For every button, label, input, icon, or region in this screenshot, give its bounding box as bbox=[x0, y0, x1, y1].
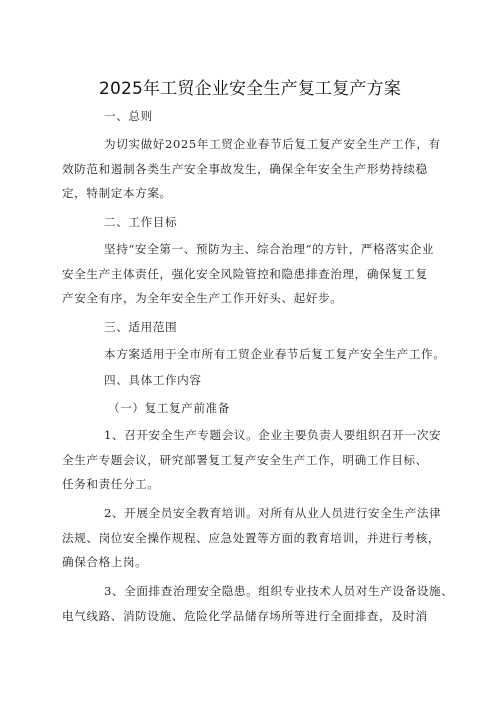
paragraph-line: 法规、岗位安全操作规程、应急处置等方面的教育培训，并进行考核， bbox=[62, 531, 441, 545]
paragraph-line: 定，特制定本方案。 bbox=[62, 186, 172, 200]
paragraph-line: 电气线路、消防设施、危险化学品储存场所等进行全面排查，及时消 bbox=[62, 609, 428, 623]
paragraph-line: 效防范和遏制各类生产安全事故发生，确保全年安全生产形势持续稳 bbox=[62, 162, 428, 176]
paragraph-line: 2、开展全员安全教育培训。对所有从业人员进行安全生产法律 bbox=[104, 506, 442, 520]
paragraph-line: 产安全有序，为全年安全生产工作开好头、起好步。 bbox=[62, 291, 343, 305]
document-title: 2025年工贸企业安全生产复工复产方案 bbox=[98, 79, 402, 99]
paragraph-line: 安全生产主体责任，强化安全风险管控和隐患排查治理，确保复工复 bbox=[62, 267, 428, 281]
subsection-heading: （一）复工复产前准备 bbox=[108, 401, 230, 415]
paragraph-line: 本方案适用于全市所有工贸企业春节后复工复产安全生产工作。 bbox=[104, 347, 446, 361]
paragraph-line: 为切实做好2025年工贸企业春节后复工复产安全生产工作，有 bbox=[104, 137, 441, 151]
paragraph-line: 1、召开安全生产专题会议。企业主要负责人要组织召开一次安 bbox=[104, 428, 442, 442]
paragraph-line: 任务和责任分工。 bbox=[62, 477, 160, 491]
section-heading-goals: 二、工作目标 bbox=[104, 215, 178, 229]
paragraph-line: 3、全面排查治理安全隐患。组织专业技术人员对生产设备设施、 bbox=[104, 584, 454, 598]
section-heading-scope: 三、适用范围 bbox=[104, 320, 178, 334]
section-heading-general: 一、总则 bbox=[104, 109, 153, 123]
paragraph-line: 全生产专题会议，研究部署复工复产安全生产工作，明确工作目标、 bbox=[62, 453, 428, 467]
paragraph-line: 确保合格上岗。 bbox=[62, 555, 148, 569]
paragraph-line: 坚持“安全第一、预防为主、综合治理”的方针，严格落实企业 bbox=[104, 242, 435, 256]
section-heading-tasks: 四、具体工作内容 bbox=[104, 373, 202, 387]
